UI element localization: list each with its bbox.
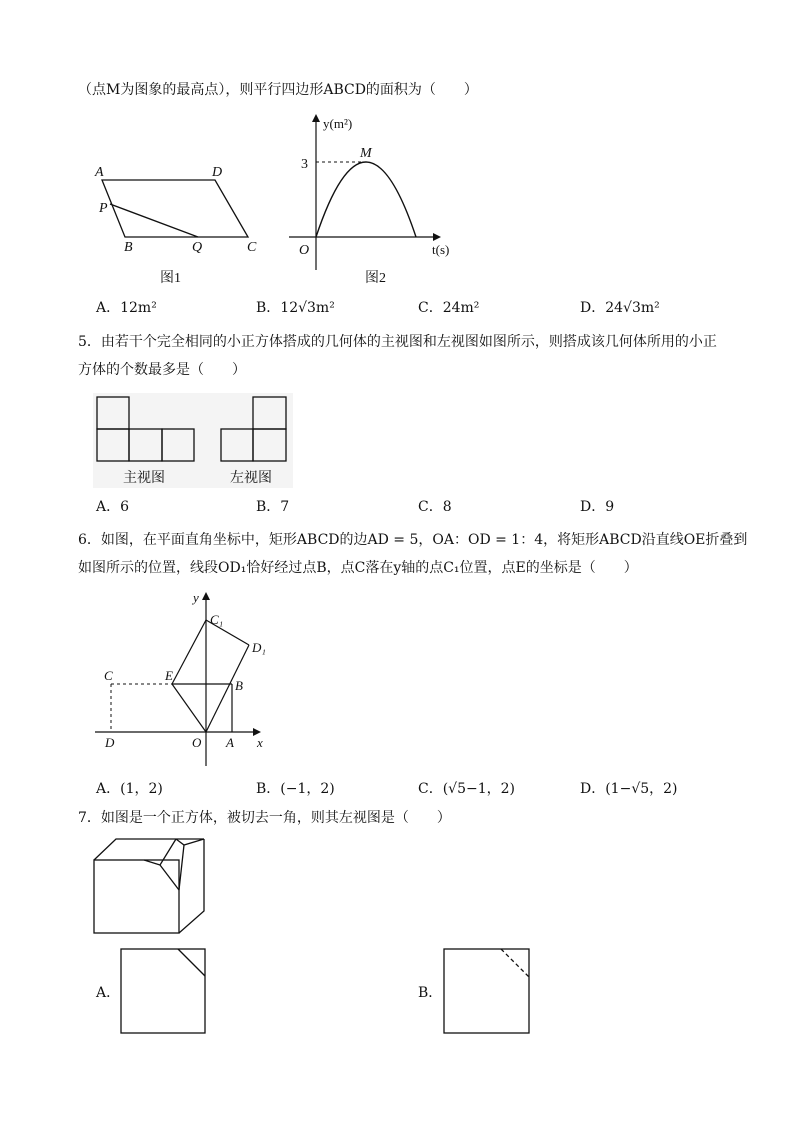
label-p: P	[99, 201, 108, 216]
q4-stem-tail: （点M为图象的最高点），则平行四边形ABCD的面积为（ ）	[78, 82, 478, 98]
front-view-caption: 主视图	[123, 471, 165, 486]
label-b: B	[235, 678, 243, 693]
label-d1: D₁	[252, 640, 266, 655]
q7-cube-figure	[92, 837, 208, 937]
q6-option-d: D．(1−√5，2)	[580, 781, 678, 797]
left-view-caption: 左视图	[230, 471, 272, 486]
q5-stem-line1: 5．由若干个完全相同的小正方体搭成的几何体的主视图和左视图如图所示，则搭成该几何体所用的小正	[78, 334, 717, 350]
figure1-caption: 图1	[160, 271, 181, 286]
label-c: C	[247, 240, 257, 255]
q7-option-a-label: A．	[96, 985, 121, 1001]
q6-coordinate-figure	[95, 588, 280, 770]
label-a: A	[95, 165, 104, 180]
q6-stem-line2: 如图所示的位置，线段OD₁恰好经过点B，点C落在y轴的点C₁位置，点E的坐标是（ ）	[78, 560, 638, 576]
q6-option-c: C．(√5−1，2)	[418, 781, 516, 797]
q4-option-b: B．12√3m²	[256, 300, 335, 316]
q4-option-d: D．24√3m²	[580, 300, 660, 316]
peak-label-m: M	[360, 146, 372, 161]
q7-option-a-figure	[120, 948, 206, 1034]
label-c1: C₁	[210, 612, 224, 627]
label-b: B	[124, 240, 133, 255]
figure2-caption: 图2	[365, 271, 386, 286]
label-x: x	[257, 735, 263, 750]
q6-option-a: A．(1，2)	[96, 781, 163, 797]
label-y: y	[193, 590, 199, 605]
q7-option-b-figure	[443, 948, 530, 1034]
q5-option-a: A．6	[96, 499, 130, 515]
q5-option-d: D．9	[580, 499, 615, 515]
parabola-curve	[316, 162, 416, 237]
q7-stem: 7．如图是一个正方体，被切去一角，则其左视图是（ ）	[78, 810, 451, 826]
q4-figure2-graph	[285, 112, 470, 292]
label-c: C	[104, 668, 113, 683]
label-e: E	[165, 668, 173, 683]
label-o: O	[192, 735, 202, 750]
label-d: D	[105, 735, 115, 750]
q6-option-b: B．(−1，2)	[256, 781, 335, 797]
q5-option-b: B．7	[256, 499, 290, 515]
q4-figure1-parallelogram	[90, 150, 270, 290]
label-a: A	[226, 735, 234, 750]
q5-three-view-figure	[93, 393, 293, 488]
y-axis-label: y(m²)	[323, 116, 353, 131]
x-axis-label: t(s)	[432, 242, 450, 257]
q6-stem-line1: 6．如图，在平面直角坐标中，矩形ABCD的边AD = 5，OA：OD = 1：4，将矩形ABCD沿直线OE折叠到	[78, 532, 748, 548]
q7-option-b-label: B．	[418, 985, 443, 1001]
label-d: D	[212, 165, 223, 180]
q5-stem-line2: 方体的个数最多是（ ）	[78, 362, 246, 378]
q4-option-c: C．24m²	[418, 300, 480, 316]
q4-option-a: A．12m²	[96, 300, 157, 316]
tick-label-3: 3	[301, 157, 308, 172]
label-q: Q	[192, 240, 203, 255]
q5-option-c: C．8	[418, 499, 452, 515]
origin-label: O	[299, 243, 310, 258]
